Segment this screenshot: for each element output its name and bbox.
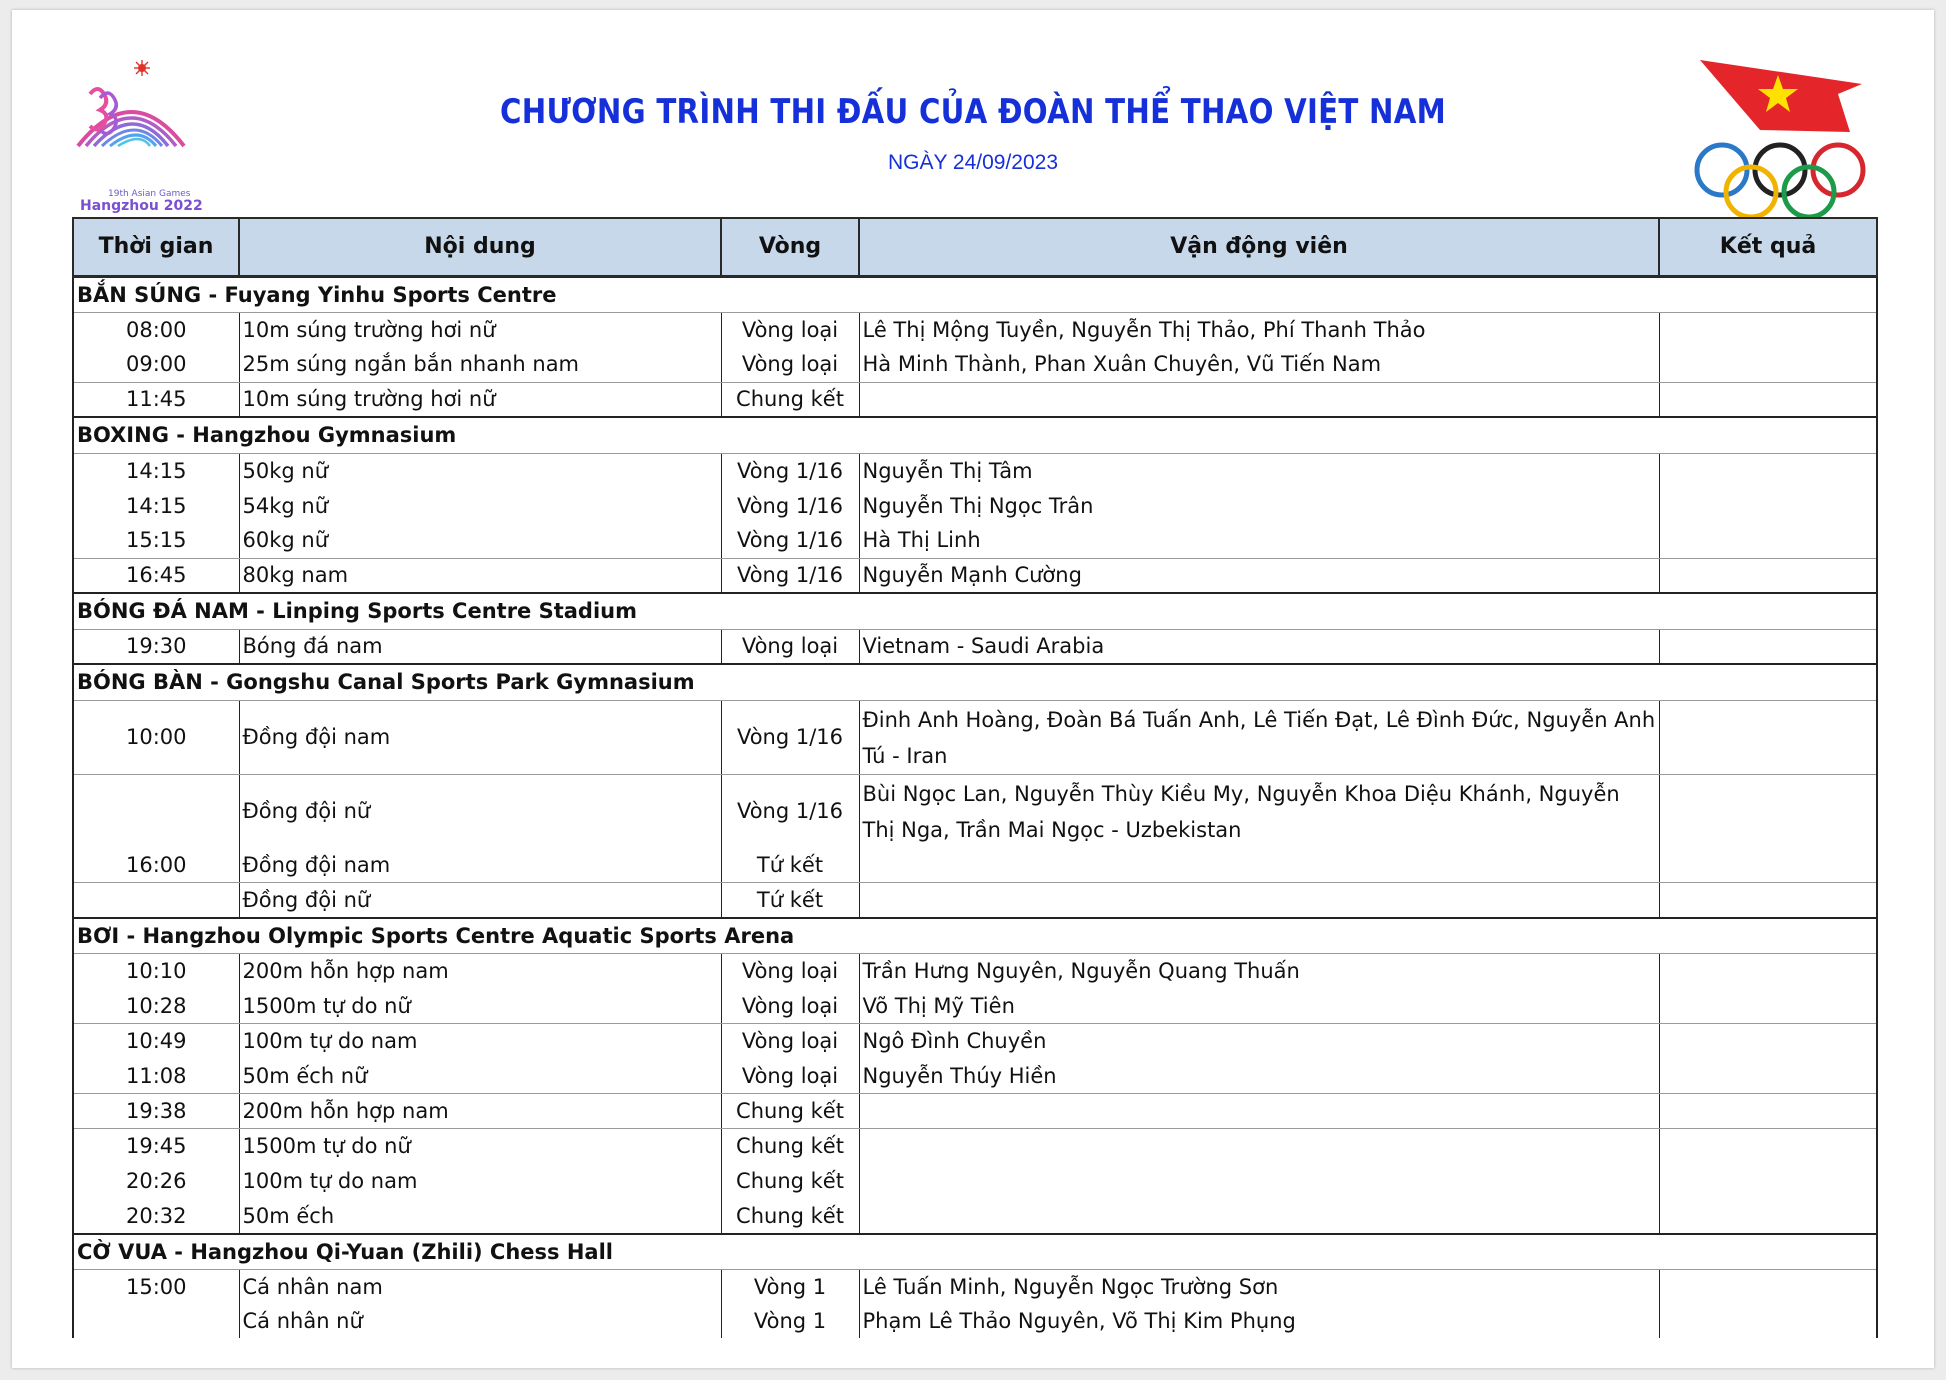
cell-athletes bbox=[859, 1094, 1659, 1129]
cell-round: Vòng 1 bbox=[721, 1270, 859, 1305]
cell-event: Đồng đội nữ bbox=[239, 883, 721, 918]
cell-round: Chung kết bbox=[721, 382, 859, 417]
cell-round: Vòng loại bbox=[721, 954, 859, 989]
cell-event: Đồng đội nữ bbox=[239, 774, 721, 848]
cell-athletes bbox=[859, 1164, 1659, 1199]
cell-time: 15:00 bbox=[73, 1270, 239, 1305]
table-row bbox=[73, 774, 1877, 848]
cell-round: Vòng 1/16 bbox=[721, 523, 859, 558]
section-row bbox=[73, 918, 1877, 954]
cell-athletes: Lê Thị Mộng Tuyền, Nguyễn Thị Thảo, Phí Thanh Thảo bbox=[859, 312, 1659, 347]
cell-round: Tứ kết bbox=[721, 883, 859, 918]
cell-event: 100m tự do nam bbox=[239, 1024, 721, 1059]
cell-athletes bbox=[859, 883, 1659, 918]
table-header-row bbox=[73, 218, 1877, 276]
cell-result bbox=[1659, 453, 1877, 488]
cell-time: 10:00 bbox=[73, 700, 239, 774]
logo-caption-1: 19th Asian Games bbox=[108, 189, 191, 199]
cell-time: 15:15 bbox=[73, 523, 239, 558]
cell-round: Vòng loại bbox=[721, 312, 859, 347]
cell-result bbox=[1659, 1024, 1877, 1059]
cell-time: 11:45 bbox=[73, 382, 239, 417]
cell-event: 60kg nữ bbox=[239, 523, 721, 558]
table-row bbox=[73, 1199, 1877, 1234]
section-title: BOXING - Hangzhou Gymnasium bbox=[73, 417, 1877, 453]
cell-event: 1500m tự do nữ bbox=[239, 989, 721, 1024]
cell-time: 20:32 bbox=[73, 1199, 239, 1234]
cell-round: Chung kết bbox=[721, 1199, 859, 1234]
cell-athletes: Nguyễn Mạnh Cường bbox=[859, 558, 1659, 593]
section-title: BƠI - Hangzhou Olympic Sports Centre Aquatic Sports Arena bbox=[73, 918, 1877, 954]
cell-event: Đồng đội nam bbox=[239, 848, 721, 883]
cell-result bbox=[1659, 629, 1877, 664]
cell-event: 10m súng trường hơi nữ bbox=[239, 382, 721, 417]
cell-time bbox=[73, 774, 239, 848]
col-result: Kết quả bbox=[1659, 218, 1877, 276]
cell-round: Vòng loại bbox=[721, 989, 859, 1024]
cell-time: 11:08 bbox=[73, 1059, 239, 1094]
schedule-table bbox=[72, 217, 1878, 1338]
table-row bbox=[73, 312, 1877, 347]
cell-round: Vòng loại bbox=[721, 347, 859, 382]
cell-athletes: Trần Hưng Nguyên, Nguyễn Quang Thuấn bbox=[859, 954, 1659, 989]
section-title: CỜ VUA - Hangzhou Qi-Yuan (Zhili) Chess Hall bbox=[73, 1234, 1877, 1270]
cell-time: 19:30 bbox=[73, 629, 239, 664]
cell-athletes: Đinh Anh Hoàng, Đoàn Bá Tuấn Anh, Lê Tiến Đạt, Lê Đình Đức, Nguyễn Anh Tú - Iran bbox=[859, 700, 1659, 774]
cell-result bbox=[1659, 312, 1877, 347]
cell-time: 08:00 bbox=[73, 312, 239, 347]
table-row bbox=[73, 1024, 1877, 1059]
cell-result bbox=[1659, 347, 1877, 382]
cell-time: 14:15 bbox=[73, 488, 239, 523]
section-title: BẮN SÚNG - Fuyang Yinhu Sports Centre bbox=[73, 276, 1877, 312]
section-row bbox=[73, 593, 1877, 629]
cell-athletes: Hà Thị Linh bbox=[859, 523, 1659, 558]
cell-athletes bbox=[859, 1199, 1659, 1234]
cell-time: 20:26 bbox=[73, 1164, 239, 1199]
cell-time: 09:00 bbox=[73, 347, 239, 382]
cell-time: 10:49 bbox=[73, 1024, 239, 1059]
table-row bbox=[73, 1270, 1877, 1305]
cell-round: Vòng 1/16 bbox=[721, 700, 859, 774]
cell-result bbox=[1659, 1129, 1877, 1164]
cell-result bbox=[1659, 989, 1877, 1024]
cell-event: 50m ếch nữ bbox=[239, 1059, 721, 1094]
cell-round: Vòng loại bbox=[721, 1059, 859, 1094]
cell-athletes bbox=[859, 382, 1659, 417]
table-row bbox=[73, 558, 1877, 593]
table-row bbox=[73, 848, 1877, 883]
cell-event: 10m súng trường hơi nữ bbox=[239, 312, 721, 347]
cell-athletes bbox=[859, 1129, 1659, 1164]
cell-result bbox=[1659, 1305, 1877, 1338]
cell-result bbox=[1659, 1059, 1877, 1094]
cell-event: 50kg nữ bbox=[239, 453, 721, 488]
cell-result bbox=[1659, 1164, 1877, 1199]
section-row bbox=[73, 1234, 1877, 1270]
cell-round: Chung kết bbox=[721, 1094, 859, 1129]
cell-time bbox=[73, 1305, 239, 1338]
cell-time bbox=[73, 883, 239, 918]
schedule-sheet bbox=[12, 10, 1934, 1368]
cell-result bbox=[1659, 558, 1877, 593]
cell-result bbox=[1659, 700, 1877, 774]
table-row bbox=[73, 1129, 1877, 1164]
cell-round: Chung kết bbox=[721, 1129, 859, 1164]
section-title: BÓNG BÀN - Gongshu Canal Sports Park Gymnasium bbox=[73, 664, 1877, 700]
col-round: Vòng bbox=[721, 218, 859, 276]
cell-event: 1500m tự do nữ bbox=[239, 1129, 721, 1164]
cell-athletes: Nguyễn Thị Tâm bbox=[859, 453, 1659, 488]
table-row bbox=[73, 453, 1877, 488]
table-row bbox=[73, 1164, 1877, 1199]
col-athletes: Vận động viên bbox=[859, 218, 1659, 276]
cell-athletes: Lê Tuấn Minh, Nguyễn Ngọc Trường Sơn bbox=[859, 1270, 1659, 1305]
cell-round: Vòng 1/16 bbox=[721, 453, 859, 488]
table-row bbox=[73, 1059, 1877, 1094]
cell-event: 200m hỗn hợp nam bbox=[239, 954, 721, 989]
table-row bbox=[73, 954, 1877, 989]
section-row bbox=[73, 276, 1877, 312]
col-event: Nội dung bbox=[239, 218, 721, 276]
cell-time: 10:10 bbox=[73, 954, 239, 989]
cell-result bbox=[1659, 883, 1877, 918]
cell-event: Cá nhân nữ bbox=[239, 1305, 721, 1338]
cell-round: Vòng 1 bbox=[721, 1305, 859, 1338]
cell-round: Tứ kết bbox=[721, 848, 859, 883]
cell-event: Cá nhân nam bbox=[239, 1270, 721, 1305]
cell-result bbox=[1659, 488, 1877, 523]
cell-event: 54kg nữ bbox=[239, 488, 721, 523]
cell-round: Vòng loại bbox=[721, 1024, 859, 1059]
asian-games-logo bbox=[72, 58, 242, 218]
col-time: Thời gian bbox=[73, 218, 239, 276]
cell-athletes: Hà Minh Thành, Phan Xuân Chuyên, Vũ Tiến Nam bbox=[859, 347, 1659, 382]
cell-event: 25m súng ngắn bắn nhanh nam bbox=[239, 347, 721, 382]
section-row bbox=[73, 664, 1877, 700]
cell-result bbox=[1659, 523, 1877, 558]
cell-round: Vòng 1/16 bbox=[721, 774, 859, 848]
cell-event: 50m ếch bbox=[239, 1199, 721, 1234]
cell-time: 19:38 bbox=[73, 1094, 239, 1129]
cell-athletes: Nguyễn Thị Ngọc Trân bbox=[859, 488, 1659, 523]
cell-event: 100m tự do nam bbox=[239, 1164, 721, 1199]
table-row bbox=[73, 989, 1877, 1024]
vietnam-olympic-logo bbox=[1690, 60, 1870, 220]
cell-result bbox=[1659, 954, 1877, 989]
cell-round: Vòng 1/16 bbox=[721, 558, 859, 593]
table-row bbox=[73, 347, 1877, 382]
cell-result bbox=[1659, 848, 1877, 883]
cell-round: Chung kết bbox=[721, 1164, 859, 1199]
cell-result bbox=[1659, 774, 1877, 848]
section-title: BÓNG ĐÁ NAM - Linping Sports Centre Stadium bbox=[73, 593, 1877, 629]
table-row bbox=[73, 629, 1877, 664]
table-row bbox=[73, 1305, 1877, 1338]
cell-athletes: Ngô Đình Chuyền bbox=[859, 1024, 1659, 1059]
cell-event: 200m hỗn hợp nam bbox=[239, 1094, 721, 1129]
cell-round: Vòng loại bbox=[721, 629, 859, 664]
cell-athletes: Phạm Lê Thảo Nguyên, Võ Thị Kim Phụng bbox=[859, 1305, 1659, 1338]
cell-result bbox=[1659, 382, 1877, 417]
table-row bbox=[73, 883, 1877, 918]
cell-event: Đồng đội nam bbox=[239, 700, 721, 774]
cell-time: 16:45 bbox=[73, 558, 239, 593]
cell-round: Vòng 1/16 bbox=[721, 488, 859, 523]
cell-result bbox=[1659, 1199, 1877, 1234]
table-row bbox=[73, 1094, 1877, 1129]
table-row bbox=[73, 382, 1877, 417]
logo-caption-2: Hangzhou 2022 bbox=[80, 198, 203, 214]
section-row bbox=[73, 417, 1877, 453]
cell-time: 16:00 bbox=[73, 848, 239, 883]
table-row bbox=[73, 488, 1877, 523]
cell-event: Bóng đá nam bbox=[239, 629, 721, 664]
cell-time: 14:15 bbox=[73, 453, 239, 488]
cell-athletes: Võ Thị Mỹ Tiên bbox=[859, 989, 1659, 1024]
cell-result bbox=[1659, 1094, 1877, 1129]
table-row bbox=[73, 700, 1877, 774]
cell-event: 80kg nam bbox=[239, 558, 721, 593]
table-row bbox=[73, 523, 1877, 558]
cell-result bbox=[1659, 1270, 1877, 1305]
page-title: CHƯƠNG TRÌNH THI ĐẤU CỦA ĐOÀN THỂ THAO VIỆT NAM bbox=[499, 92, 1446, 132]
cell-athletes: Nguyễn Thúy Hiền bbox=[859, 1059, 1659, 1094]
page-date: NGÀY 24/09/2023 bbox=[887, 151, 1059, 174]
cell-athletes: Bùi Ngọc Lan, Nguyễn Thùy Kiều My, Nguyễn Khoa Diệu Khánh, Nguyễn Thị Nga, Trần Mai Ngọc - Uzbekistan bbox=[859, 774, 1659, 848]
cell-time: 10:28 bbox=[73, 989, 239, 1024]
cell-athletes: Vietnam - Saudi Arabia bbox=[859, 629, 1659, 664]
cell-time: 19:45 bbox=[73, 1129, 239, 1164]
cell-athletes bbox=[859, 848, 1659, 883]
